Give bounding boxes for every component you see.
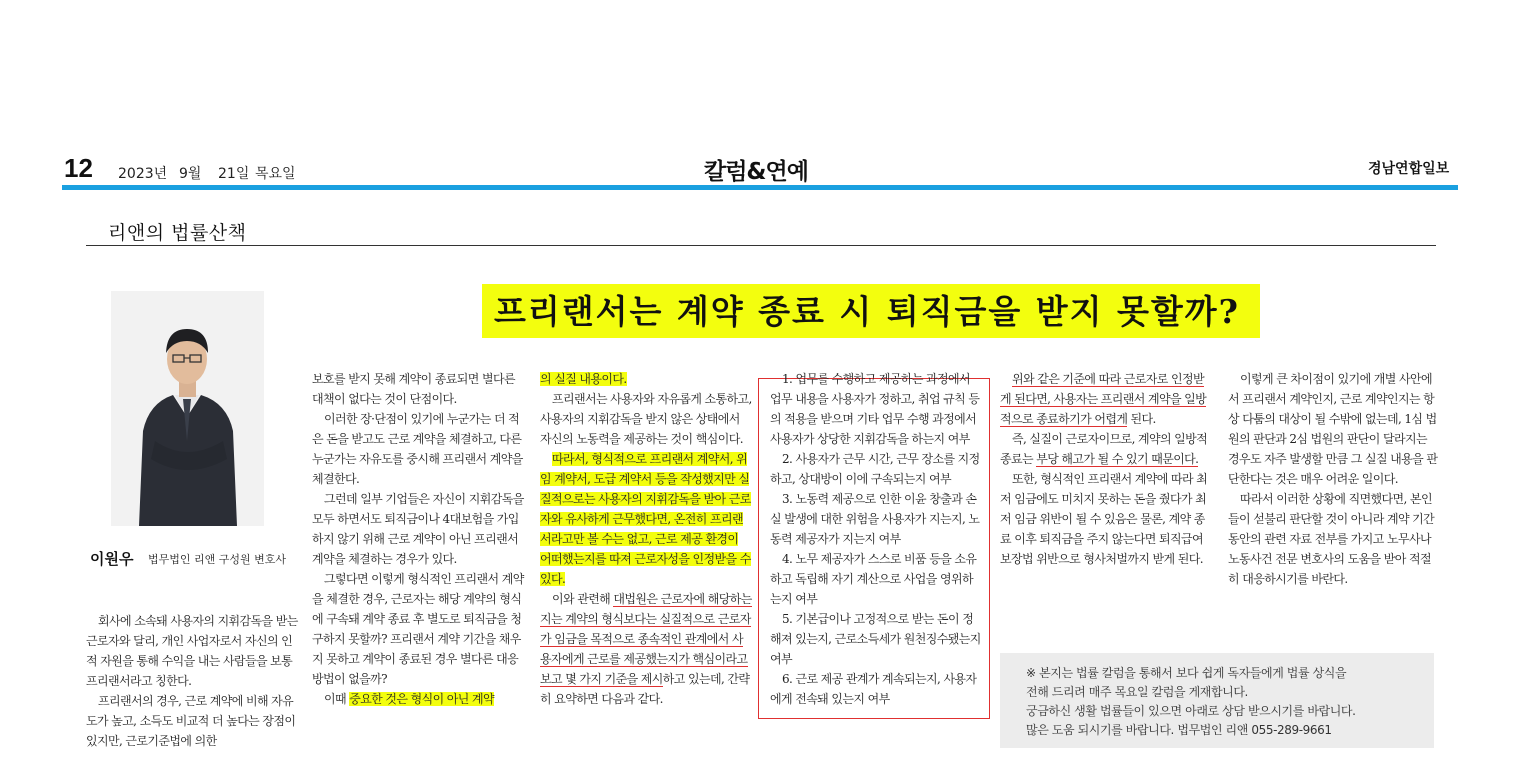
paragraph: 프리랜서는 사용자와 자유롭게 소통하고, 사용자의 지휘감독을 받지 않은 상태에서 자신의 노동력을 제공하는 것이 핵심이다.	[540, 392, 752, 446]
underlined-text: 대법원은 근로자에 해당하는지는 계약의 형식보다는 실질적으로 근로자가 임금을 목적으로 종속적인 관계에서 사용자에게 근로를 제공했는지가 핵심이라고 보고 몇 가지 기준을 제시	[540, 592, 752, 686]
text-run: 하고 있는데, 간략히 요약하면 다음과 같다.	[540, 672, 750, 706]
list-item: 1. 업무를 수행하고 제공하는 과정에서 업무 내용을 사용자가 정하고, 취업 규칙 등의 적용을 받으며 기타 업무 수행 과정에서 사용자가 상당한 지휘감독을 하는지 여부	[770, 372, 980, 446]
date-weekday: 목요일	[255, 166, 296, 182]
article-column-5	[1000, 369, 1212, 569]
paragraph: 따라서 이러한 상황에 직면했다면, 본인들이 섣불리 판단할 것이 아니라 계약 기간 동안의 관련 자료 전부를 가지고 노무사나 노동사건 전문 변호사의 도움을 받아 적절히 대응하시기를 바란다.	[1228, 492, 1435, 586]
paragraph: 이렇게 큰 차이점이 있기에 개별 사안에서 프리랜서 계약인지, 근로 계약인지는 항상 다툼의 대상이 될 수밖에 없는데, 1심 법원의 판단과 2심 법원의 판단이 달라지는 경우도 자주 발생할 만큼 그 실질 내용을 판단한다는 것은 매우 어려운 일이다.	[1228, 372, 1438, 486]
paragraph	[540, 449, 752, 589]
paragraph	[540, 589, 752, 709]
notice-line: 궁금하신 생활 법률들이 있으면 아래로 상담 받으시기를 바랍니다.	[1026, 704, 1356, 718]
list-item: 6. 근로 제공 관계가 계속되는지, 사용자에게 전속돼 있는지 여부	[770, 672, 977, 706]
text-run: 즉, 실질이 근로자이므로, 계약의 일방적 종료는	[1000, 432, 1208, 466]
author-title: 법무법인 리앤 구성원 변호사	[148, 553, 287, 566]
paragraph: 또한, 형식적인 프리랜서 계약에 따라 최저 임금에도 미치지 못하는 돈을 줬다가 최저 임금 위반이 될 수 있음은 물론, 계약 종료 이후 퇴직금을 주지 않는다면 퇴직급여보장법 위반으로 형사처벌까지 받게 된다.	[1000, 472, 1208, 566]
list-item: 2. 사용자가 근무 시간, 근무 장소를 지정하고, 상대방이 이에 구속되는지 여부	[770, 452, 980, 486]
notice-text	[1026, 664, 1356, 740]
portrait-photo-icon	[111, 291, 264, 526]
underlined-text: 위와 같은 기준에 따라 근로자로 인정받게 된다면, 사용자는 프리랜서 계약을 일방적으로 종료하기가 어렵게	[1000, 372, 1207, 426]
paragraph: 회사에 소속돼 사용자의 지휘감독을 받는 근로자와 달리, 개인 사업자로서 자신의 인적 자원을 통해 수익을 내는 사람들을 보통 프리랜서라고 칭한다.	[86, 614, 298, 688]
notice-line: 전해 드리려 매주 목요일 칼럼을 게재합니다.	[1026, 685, 1248, 699]
headline: 프리랜서는 계약 종료 시 퇴직금을 받지 못할까?	[494, 292, 1240, 331]
notice-line: ※ 본지는 법률 칼럼을 통해서 보다 쉽게 독자들에게 법률 상식을	[1026, 666, 1347, 680]
text-run: 이때	[324, 692, 350, 706]
paragraph	[1000, 369, 1212, 429]
date-month: 9월	[179, 166, 202, 182]
underlined-text: 부당 해고가 될 수 있기 때문이다.	[1036, 452, 1199, 466]
article-column-6	[1228, 369, 1440, 589]
text-run: 이와 관련해	[552, 592, 614, 606]
column-name: 리앤의 법률산책	[108, 222, 247, 244]
article-column-3	[540, 369, 752, 709]
article-column-1	[86, 611, 298, 751]
notice-line: 많은 도움 되시기를 바랍니다. 법무법인 리앤 055-289-9661	[1026, 723, 1332, 737]
paragraph: 그런데 일부 기업들은 자신이 지휘감독을 모두 하면서도 퇴직금이나 4대보험을 가입하지 않기 위해 근로 계약이 아닌 프리랜서 계약을 체결하는 경우가 있다.	[312, 492, 524, 566]
section-title: 칼럼&연예	[704, 159, 808, 185]
paragraph: 그렇다면 이렇게 형식적인 프리랜서 계약을 체결한 경우, 근로자는 해당 계약의 형식에 구속돼 계약 종료 후 별도로 퇴직금을 청구하지 못할까? 프리랜서 계약 기간을 채우지 못하고 계약이 종료된 경우 별다른 대응 방법이 없을까?	[312, 572, 524, 686]
list-item: 4. 노무 제공자가 스스로 비품 등을 소유하고 독립해 자기 계산으로 사업을 영위하는지 여부	[770, 552, 977, 606]
highlighted-text: 따라서, 형식적으로 프리랜서 계약서, 위임 계약서, 도급 계약서 등을 작성했지만 실질적으로는 사용자의 지휘감독을 받아 근로자와 유사하게 근무했다면, 온전히 프리랜서라고만 볼 수는 없고, 근로 제공 환경이 어떠했는지를 따져 근로자성을 인정받을 수 있다.	[540, 452, 751, 586]
highlighted-text: 중요한 것은 형식이 아닌 계약	[349, 692, 494, 706]
article-column-4	[770, 369, 982, 709]
paragraph	[312, 689, 524, 709]
paragraph: 이러한 장·단점이 있기에 누군가는 더 적은 돈을 받고도 근로 계약을 체결하고, 다른 누군가는 자유도를 중시해 프리랜서 계약을 체결한다.	[312, 412, 523, 486]
paragraph	[540, 369, 752, 389]
paragraph: 보호를 받지 못해 계약이 종료되면 별다른 대책이 없다는 것이 단점이다.	[312, 372, 515, 406]
page-number: 12	[64, 153, 93, 183]
column-rule	[86, 245, 1436, 246]
author-name: 이원우	[90, 550, 134, 568]
list-item: 5. 기본급이나 고정적으로 받는 돈이 정해져 있는지, 근로소득세가 원천징수됐는지 여부	[770, 612, 981, 666]
newspaper-name: 경남연합일보	[1368, 161, 1450, 177]
list-item: 3. 노동력 제공으로 인한 이윤 창출과 손실 발생에 대한 위험을 사용자가 지는지, 노동력 제공자가 지는지 여부	[770, 492, 980, 546]
article-column-2	[312, 369, 524, 709]
highlighted-text: 의 실질 내용이다.	[540, 372, 627, 386]
paragraph	[1000, 429, 1212, 469]
text-run: 된다.	[1127, 412, 1156, 426]
header-rule	[62, 185, 1458, 190]
paragraph: 프리랜서의 경우, 근로 계약에 비해 자유도가 높고, 소득도 비교적 더 높다는 장점이 있지만, 근로기준법에 의한	[86, 694, 296, 748]
date-day: 21일	[218, 166, 250, 182]
date-year: 2023년	[118, 166, 168, 182]
